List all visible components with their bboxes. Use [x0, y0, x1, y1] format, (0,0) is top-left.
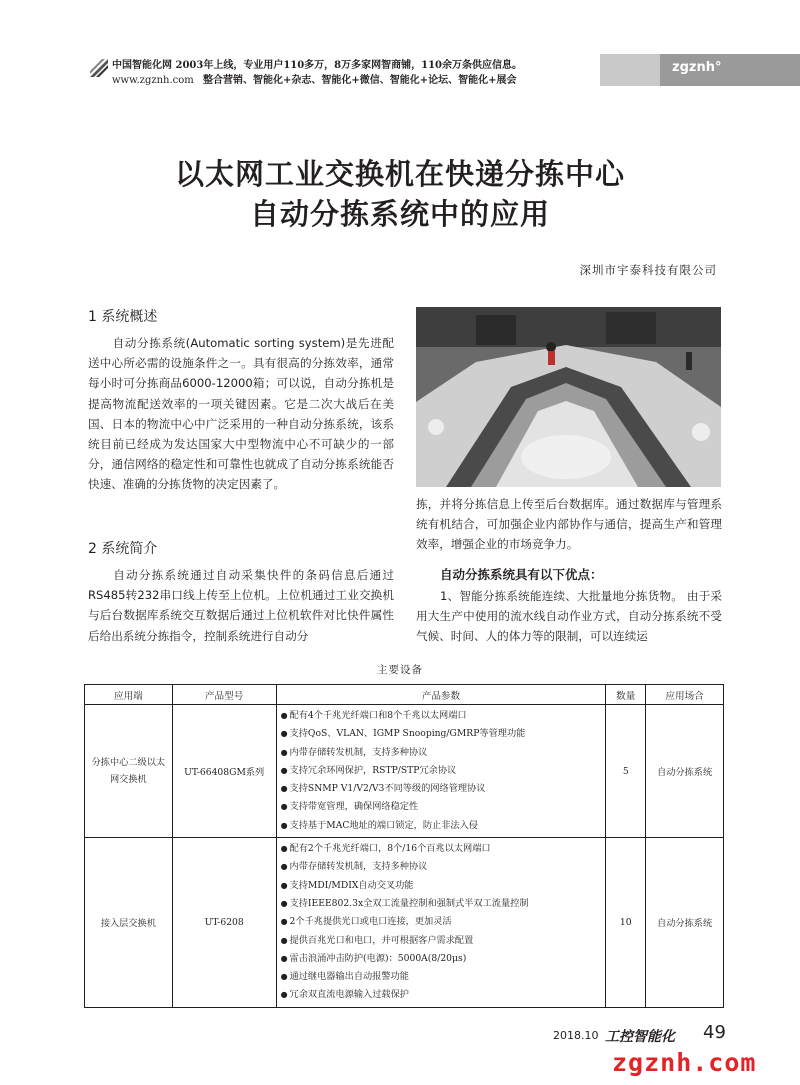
- footer-magazine: 工控智能化: [605, 1029, 675, 1045]
- page-number: 49: [703, 1022, 726, 1043]
- advantage-1-text: 1、智能分拣系统能连续、大批量地分拣货物。 由于采用大生产中使用的流水线自动作业方式，自动分拣系统不受气候、时间、人的体力等的限制，可以连续运: [416, 589, 722, 644]
- param-item: ● 通过继电器输出自动报警功能: [281, 968, 606, 986]
- equipment-table: [84, 684, 724, 1008]
- header-services: 整合营销、智能化+杂志、智能化+微信、智能化+论坛、智能化+展会: [202, 75, 517, 86]
- col-header: 数量: [606, 685, 646, 705]
- table-row: [85, 838, 724, 1008]
- header-bar-accent: [600, 54, 660, 86]
- header-url[interactable]: www.zgznh.com: [112, 75, 194, 86]
- cell-qty: 10: [606, 838, 646, 1008]
- cell-params: [276, 838, 606, 1008]
- table-caption: 主要设备: [377, 664, 423, 676]
- param-item: ● 支持SNMP V1/V2/V3不同等级的网络管理协议: [281, 780, 606, 798]
- param-item: ● 配有2个千兆光纤端口，8个/16个百兆以太网端口: [281, 840, 606, 858]
- cell-usage: 自动分拣系统: [646, 838, 724, 1008]
- article-title-line2: 自动分拣系统中的应用: [249, 197, 550, 231]
- param-item: ● 冗余双直流电源输入过载保护: [281, 986, 606, 1004]
- param-item: ● 配有4个千兆光纤端口和8个千兆以太网端口: [281, 707, 606, 725]
- param-item: ● 支持基于MAC地址的端口锁定，防止非法入侵: [281, 817, 606, 835]
- cell-params: [276, 705, 606, 838]
- param-item: ● 内带存储转发机制，支持多种协议: [281, 744, 606, 762]
- param-item: ● 支持QoS、VLAN、IGMP Snooping/GMRP等管理功能: [281, 725, 606, 743]
- cell-app-end: 接入层交换机: [85, 838, 173, 1008]
- right-col-continued: 拣，并将分拣信息上传至后台数据库。通过数据库与管理系统有机结合，可加强企业内部协作与通信，提高生产和管理效率，增强企业的市场竞争力。: [416, 497, 722, 552]
- param-item: ● 雷击浪涌冲击防护(电源)：5000A(8/20μs): [281, 950, 606, 968]
- table-row: [85, 705, 724, 838]
- advantages-heading: 自动分拣系统具有以下优点：: [440, 567, 603, 582]
- param-item: ● 支持IEEE802.3x全双工流量控制和强制式半双工流量控制: [281, 895, 606, 913]
- param-item: ● 内带存储转发机制，支持多种协议: [281, 858, 606, 876]
- param-list: [277, 838, 606, 1007]
- col-header: 应用端: [85, 685, 173, 705]
- cell-qty: 5: [606, 705, 646, 838]
- param-item: ● 提供百兆光口和电口，并可根据客户需求配置: [281, 932, 606, 950]
- article-company: 深圳市宇泰科技有限公司: [579, 263, 717, 277]
- cell-usage: 自动分拣系统: [646, 705, 724, 838]
- header-intro: 中国智能化网 2003年上线，专业用户110多万，8万多家网智商铺，110余万条供应信息。: [112, 60, 523, 71]
- col-header: 产品参数: [276, 685, 606, 705]
- param-item: ● 2个千兆提供光口或电口连接，更加灵活: [281, 913, 606, 931]
- header-site-tag: zgznh°: [672, 60, 722, 75]
- cell-model: UT-6208: [172, 838, 276, 1008]
- advantage-1: [416, 586, 722, 647]
- col-header: 产品型号: [172, 685, 276, 705]
- footer-watermark: zgznh.com: [612, 1048, 757, 1077]
- col-header: 应用场合: [646, 685, 724, 705]
- cell-model: UT-66408GM系列: [172, 705, 276, 838]
- param-item: ● 支持冗余环网保护，RSTP/STP冗余协议: [281, 762, 606, 780]
- table-header-row: [85, 685, 724, 705]
- sorting-center-photo: [416, 307, 721, 487]
- param-list: [277, 705, 606, 837]
- page-header: [0, 0, 800, 90]
- section2-body: [88, 565, 394, 646]
- param-item: ● 支持MDI/MDIX自动交叉功能: [281, 877, 606, 895]
- header-line2: [112, 71, 516, 86]
- section2-heading: 2 系统简介: [88, 541, 158, 557]
- footer-date: 2018.10: [553, 1029, 599, 1042]
- section1-text: 自动分拣系统(Automatic sorting system)是先进配送中心所必需的设施条件之一。具有很高的分拣效率，通常每小时可分拣商品6000-12000箱；可以说，自动分拣机是提高物流配送效率的一项关键因素。它是二次大战后在美国、日本的物流中心中广泛采用的一种自动分拣系统，该系统目前已经成为发达国家大中型物流中心不可缺少的一部分，通信网络的稳定性和可靠性也就成了自动分拣系统能否快速、准确的分拣货物的决定因素了。: [88, 336, 394, 492]
- cell-app-end: 分拣中心二级以太网交换机: [85, 705, 173, 838]
- article-title-line1: 以太网工业交换机在快递分拣中心: [174, 157, 625, 191]
- section1-body: [88, 333, 394, 495]
- section1-heading: 1 系统概述: [88, 309, 158, 325]
- section2-text: 自动分拣系统通过自动采集快件的条码信息后通过RS485转232串口线上传至上位机。上位机通过工业交换机与后台数据库系统交互数据后通过上位机软件对比快件属性后给出系统分拣指令，控制系统进行自动分: [88, 568, 394, 643]
- zgznh-logo-icon: [88, 57, 110, 79]
- param-item: ● 支持带宽管理，确保网络稳定性: [281, 798, 606, 816]
